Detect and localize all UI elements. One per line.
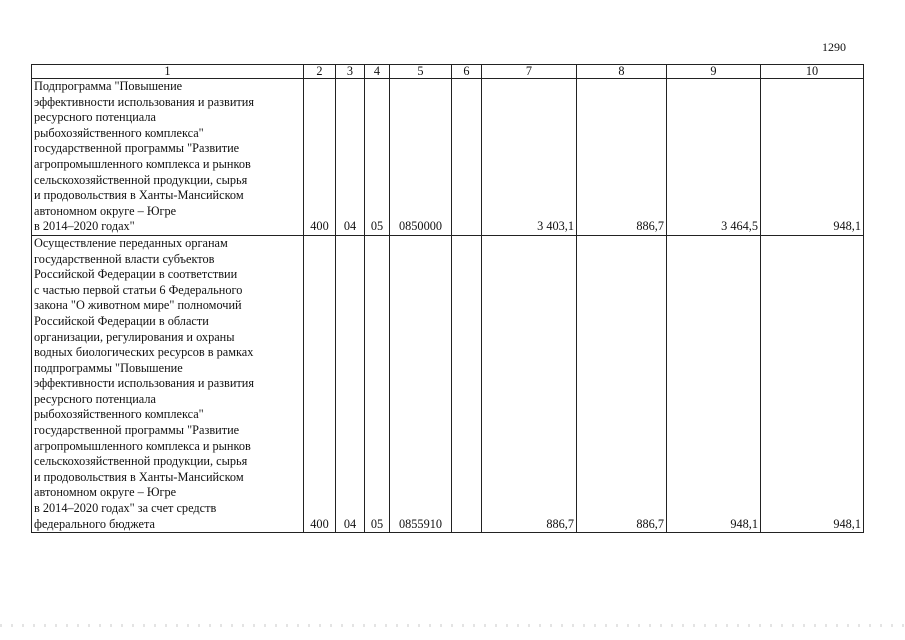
amount-cell: 948,1	[667, 235, 761, 532]
amount-cell: 886,7	[577, 79, 667, 236]
column-header: 6	[452, 65, 482, 79]
column-header: 7	[482, 65, 577, 79]
page-number: 1290	[822, 40, 846, 54]
table-row	[32, 235, 864, 532]
amount-cell: 3 464,5	[667, 79, 761, 236]
column-header: 3	[336, 65, 365, 79]
expense-type-cell	[452, 235, 482, 532]
amount-cell: 3 403,1	[482, 79, 577, 236]
amount-cell: 948,1	[761, 235, 864, 532]
subsection-code-cell: 05	[365, 79, 390, 236]
section-code-cell: 04	[336, 235, 365, 532]
row-name-cell: Подпрограмма "Повышение эффективности использования и развития ресурсного потенциала рыбохозяйственного комплекса" государственной программы "Развитие агропромышленного комплекса и рынков сельскохозяйственной продукции, сырья и продовольствия в Ханты-Мансийском автономном округе – Югре в 2014–2020 годах"	[32, 79, 304, 236]
column-header: 8	[577, 65, 667, 79]
ministry-code-cell: 400	[304, 235, 336, 532]
amount-cell: 948,1	[761, 79, 864, 236]
column-header: 4	[365, 65, 390, 79]
budget-table	[31, 64, 864, 533]
column-header: 9	[667, 65, 761, 79]
target-article-cell: 0850000	[390, 79, 452, 236]
table-header-row	[32, 65, 864, 79]
target-article-cell: 0855910	[390, 235, 452, 532]
table-row	[32, 79, 864, 236]
amount-cell: 886,7	[482, 235, 577, 532]
expense-type-cell	[452, 79, 482, 236]
column-header: 1	[32, 65, 304, 79]
row-name-cell: Осуществление переданных органам государственной власти субъектов Российской Федерации в соответствии с частью первой статьи 6 Федерального закона "О животном мире" полномочий Российской Федерации в области организации, регулирования и охраны водных биологических ресурсов в рамках подпрограммы "Повышение эффективности использования и развития ресурсного потенциала рыбохозяйственного комплекса" государственной программы "Развитие агропромышленного комплекса и рынков сельскохозяйственной продукции, сырья и продовольствия в Ханты-Мансийском автономном округе – Югре в 2014–2020 годах" за счет средств федерального бюджета	[32, 235, 304, 532]
scan-artifact-line	[0, 624, 905, 627]
column-header: 2	[304, 65, 336, 79]
column-header: 10	[761, 65, 864, 79]
amount-cell: 886,7	[577, 235, 667, 532]
subsection-code-cell: 05	[365, 235, 390, 532]
ministry-code-cell: 400	[304, 79, 336, 236]
column-header: 5	[390, 65, 452, 79]
section-code-cell: 04	[336, 79, 365, 236]
